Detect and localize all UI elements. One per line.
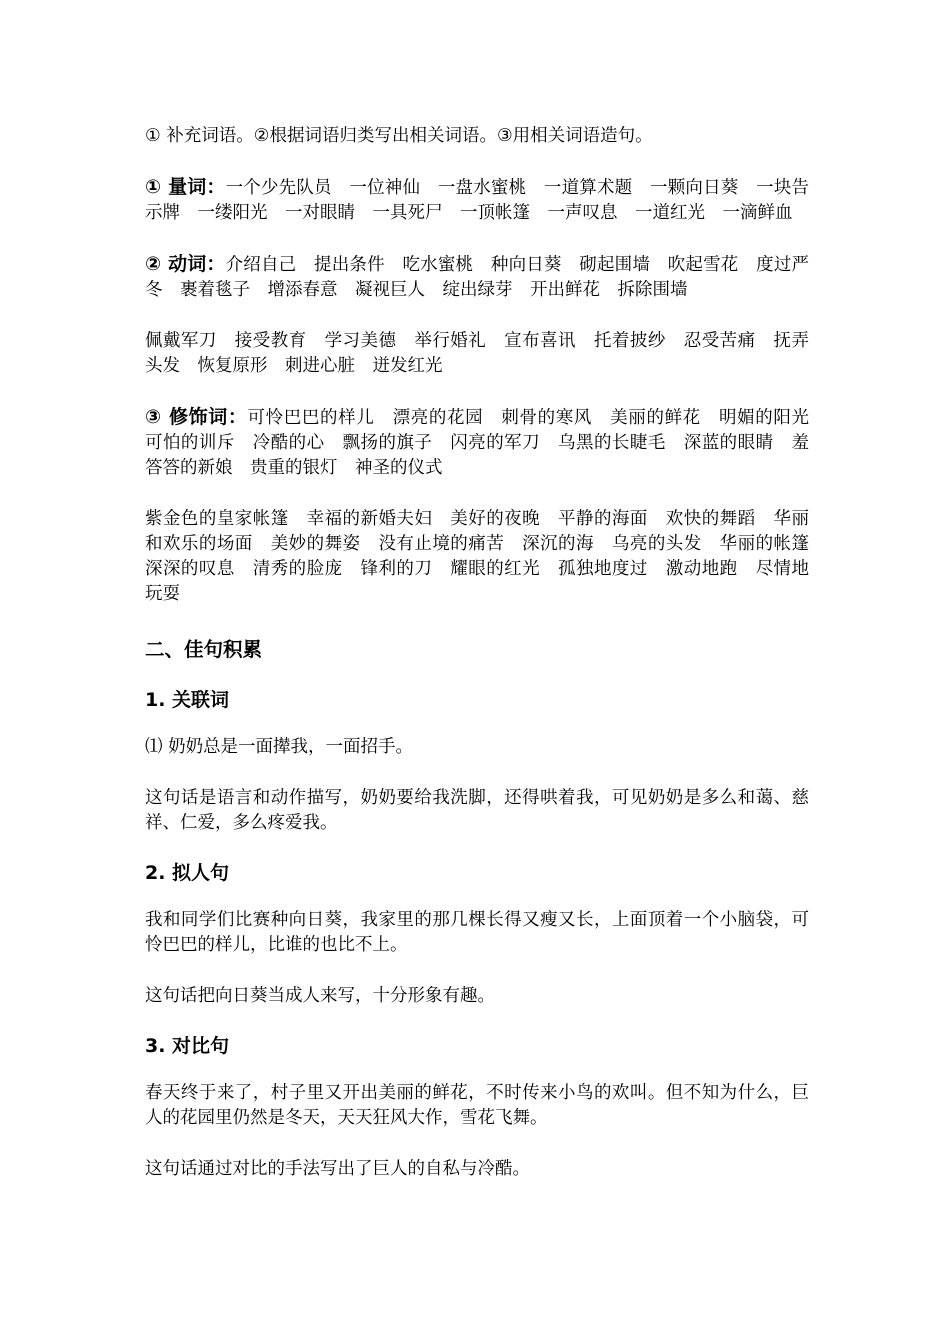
personification-example: 我和同学们比赛种向日葵，我家里的那几棵长得又瘦又长，上面顶着一个小脑袋，可怜巴巴的样儿，比谁的也比不上。 (145, 910, 809, 955)
verb-paragraph-2: 佩戴军刀 接受教育 学习美德 举行婚礼 宣布喜讯 托着披纱 忍受苦痛 抚弄头发 恢复原形 刺进心脏 迸发红光 (145, 331, 809, 376)
section-title-sentences: 二、佳句积累 (145, 638, 263, 661)
quantifier-words: 一个少先队员 一位神仙 一盘水蜜桃 一道算术题 一颗向日葵 一块告示牌 一缕阳光 一对眼睛 一具死尸 一顶帐篷 一声叹息 一道红光 一滴鲜血 (145, 178, 810, 223)
modifier-label: ③ 修饰词： (145, 406, 248, 428)
contrast-analysis: 这句话通过对比的手法写出了巨人的自私与冷酷。 (145, 1159, 530, 1179)
document-page (145, 124, 827, 1182)
personification-analysis: 这句话把向日葵当成人来写，十分形象有趣。 (145, 986, 495, 1006)
subsection-title-contrast: 3. 对比句 (145, 1035, 230, 1057)
modifier-paragraph (145, 405, 827, 481)
verb-label: ② 动词： (145, 253, 226, 275)
verb-paragraph (145, 252, 809, 303)
intro-instructions: ① 补充词语。②根据词语归类写出相关词语。③用相关词语造句。 (145, 126, 653, 146)
quantifier-paragraph (145, 175, 809, 226)
quantifier-label: ① 量词： (145, 176, 226, 198)
subsection-title-personification: 2. 拟人句 (145, 862, 230, 884)
conjunction-analysis: 这句话是语言和动作描写，奶奶要给我洗脚，还得哄着我，可见奶奶是多么和蔼、慈祥、仁爱，多么疼爱我。 (145, 788, 809, 833)
verb-words: 介绍自己 提出条件 吃水蜜桃 种向日葵 砌起围墙 吹起雪花 度过严冬 裹着毯子 增添春意 凝视巨人 绽出绿芽 开出鲜花 拆除围墙 (145, 255, 810, 300)
subsection-title-conjunction: 1. 关联词 (145, 689, 230, 711)
conjunction-example: ⑴ 奶奶总是一面撵我，一面招手。 (145, 737, 414, 757)
modifier-paragraph-2: 紫金色的皇家帐篷 幸福的新婚夫妇 美好的夜晚 平静的海面 欢快的舞蹈 华丽和欢乐的场面 美妙的舞姿 没有止境的痛苦 深沉的海 乌亮的头发 华丽的帐篷 深深的叹息 清秀的脸庞 锋利的刀 耀眼的红光 孤独地度过 激动地跑 尽情地玩耍 (145, 509, 827, 604)
modifier-words: 可怜巴巴的样儿 漂亮的花园 刺骨的寒风 美丽的鲜花 明媚的阳光 可怕的训斥 冷酷的心 飘扬的旗子 闪亮的军刀 乌黑的长睫毛 深蓝的眼睛 羞答答的新娘 贵重的银灯 神圣的仪式 (145, 408, 827, 478)
contrast-example: 春天终于来了，村子里又开出美丽的鲜花，不时传来小鸟的欢叫。但不知为什么，巨人的花园里仍然是冬天，天天狂风大作，雪花飞舞。 (145, 1083, 809, 1128)
